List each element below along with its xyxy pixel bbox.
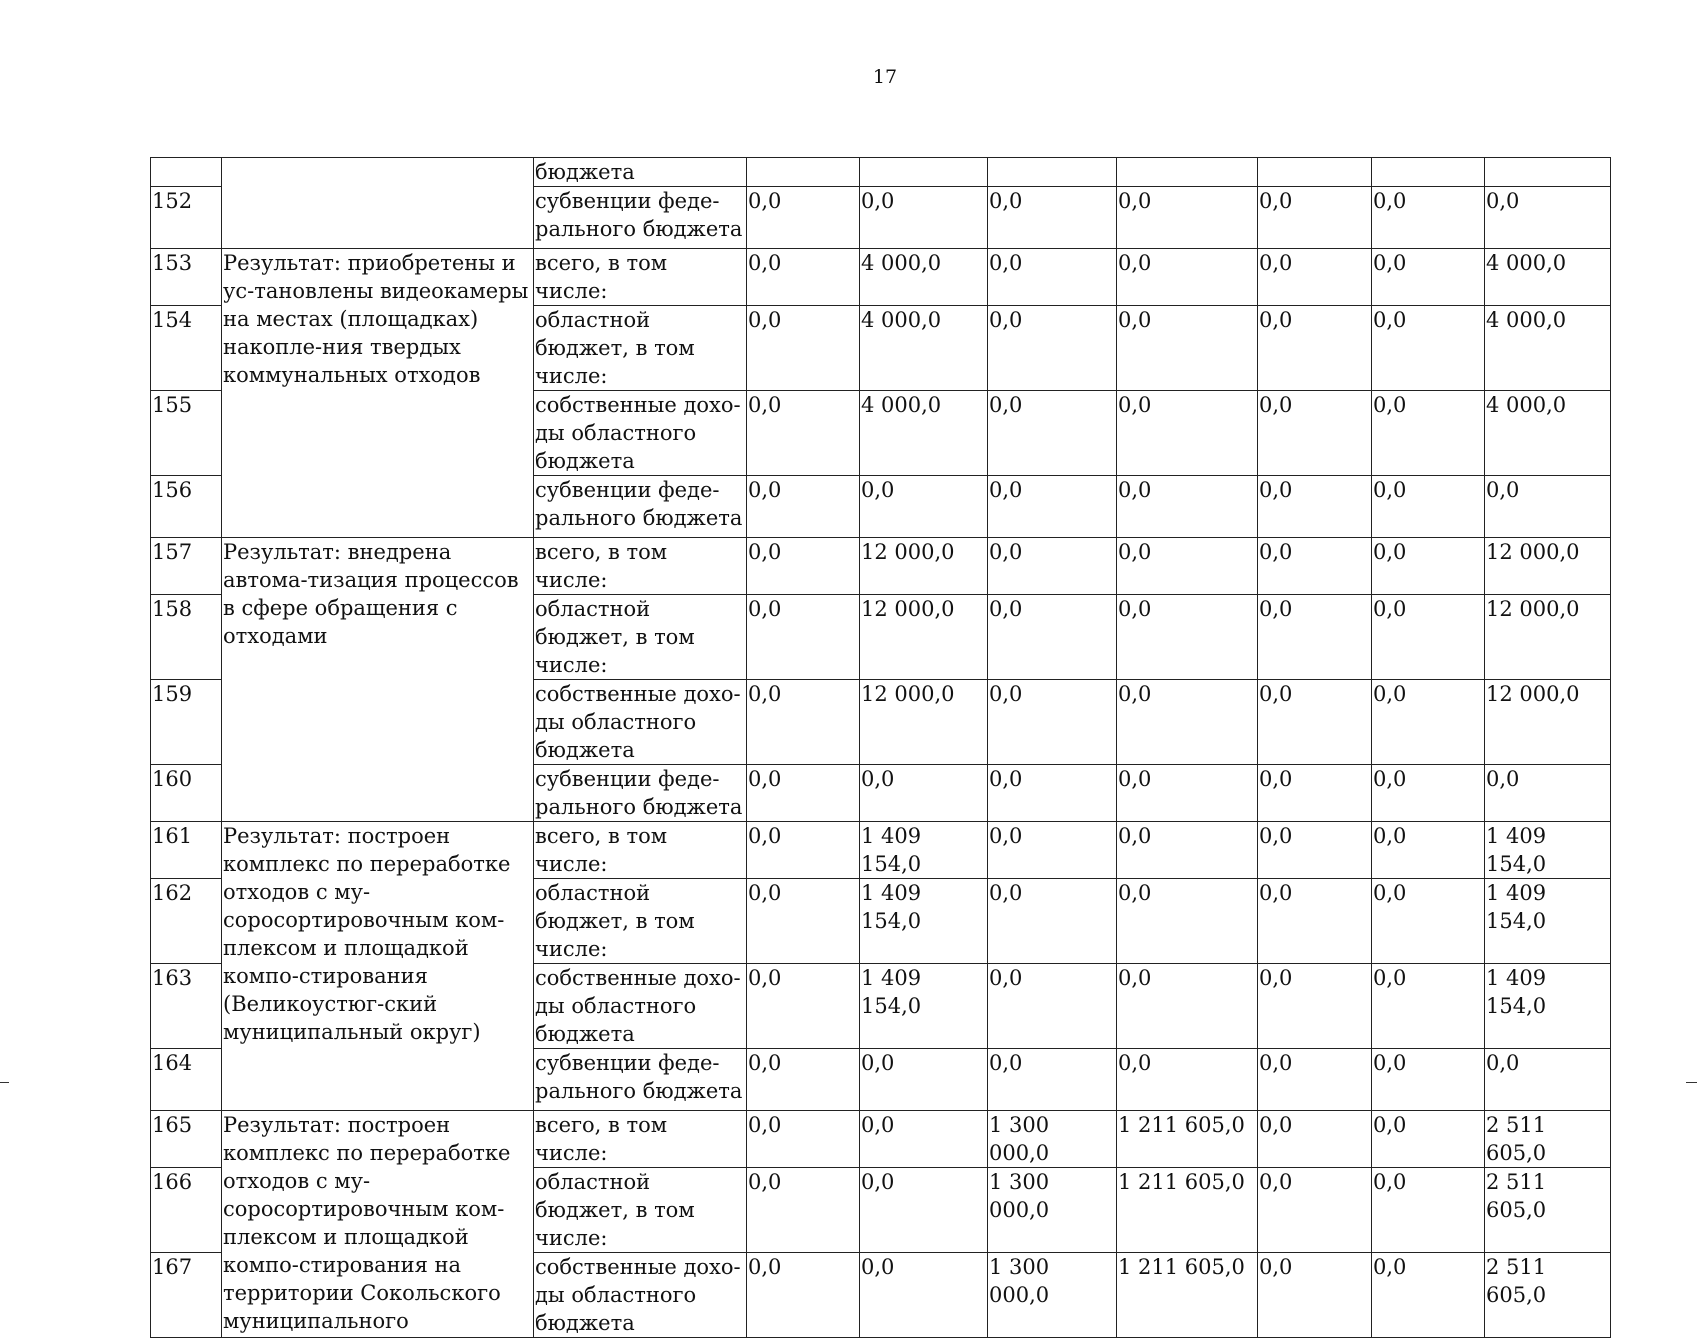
table-row [151, 538, 1611, 595]
year-value-cell: 0,0 [747, 595, 860, 680]
year-value-cell: 0,0 [1258, 1049, 1372, 1111]
year-value-cell: 12 000,0 [860, 538, 988, 595]
year-value-cell: 1 409 154,0 [860, 879, 988, 964]
row-number-cell: 159 [151, 680, 222, 765]
year-value-cell: 0,0 [1372, 391, 1485, 476]
funding-source-cell: областной бюджет, в том числе: [534, 306, 747, 391]
page-number: 17 [872, 66, 898, 88]
year-value-cell: 1 409 154,0 [860, 964, 988, 1049]
table-row [151, 158, 1611, 187]
row-number-cell: 162 [151, 879, 222, 964]
total-value-cell: 0,0 [1485, 1049, 1611, 1111]
year-value-cell: 0,0 [1117, 1049, 1258, 1111]
year-value-cell: 0,0 [747, 964, 860, 1049]
year-value-cell: 0,0 [988, 964, 1117, 1049]
year-value-cell: 0,0 [1117, 391, 1258, 476]
year-value-cell: 0,0 [1372, 538, 1485, 595]
year-value-cell: 0,0 [747, 680, 860, 765]
total-value-cell: 2 511 605,0 [1485, 1111, 1611, 1168]
total-value-cell: 1 409 154,0 [1485, 822, 1611, 879]
year-value-cell: 0,0 [747, 391, 860, 476]
row-number-cell: 152 [151, 187, 222, 249]
year-value-cell: 0,0 [1117, 538, 1258, 595]
year-value-cell: 0,0 [1372, 1253, 1485, 1338]
year-value-cell: 0,0 [1117, 964, 1258, 1049]
funding-source-cell: субвенции феде-рального бюджета [534, 187, 747, 249]
year-value-cell: 4 000,0 [860, 391, 988, 476]
year-value-cell: 0,0 [988, 680, 1117, 765]
year-value-cell: 0,0 [747, 765, 860, 822]
year-value-cell: 0,0 [747, 822, 860, 879]
funding-source-cell: собственные дохо-ды областного бюджета [534, 680, 747, 765]
year-value-cell: 4 000,0 [860, 249, 988, 306]
funding-source-cell: областной бюджет, в том числе: [534, 879, 747, 964]
year-value-cell: 0,0 [988, 595, 1117, 680]
row-number-cell: 156 [151, 476, 222, 538]
total-value-cell: 0,0 [1485, 765, 1611, 822]
budget-table-container [150, 157, 1610, 1338]
year-value-cell: 0,0 [1258, 1111, 1372, 1168]
year-value-cell: 0,0 [860, 1253, 988, 1338]
total-value-cell: 1 409 154,0 [1485, 879, 1611, 964]
total-value-cell: 0,0 [1485, 187, 1611, 249]
year-value-cell: 0,0 [860, 1049, 988, 1111]
row-number-cell: 160 [151, 765, 222, 822]
year-value-cell: 0,0 [1372, 306, 1485, 391]
row-number-cell: 158 [151, 595, 222, 680]
year-value-cell: 0,0 [1258, 476, 1372, 538]
year-value-cell: 12 000,0 [860, 595, 988, 680]
total-value-cell: 2 511 605,0 [1485, 1253, 1611, 1338]
year-value-cell: 0,0 [1372, 765, 1485, 822]
total-value-cell: 12 000,0 [1485, 595, 1611, 680]
year-value-cell [988, 158, 1117, 187]
year-value-cell: 1 211 605,0 [1117, 1253, 1258, 1338]
year-value-cell: 0,0 [860, 1111, 988, 1168]
result-description-cell: Результат: построен комплекс по переработке отходов с му-соросортировочным ком-плексом и площадкой компо-стирования на территории Сокольского муниципального [222, 1111, 534, 1338]
row-number-cell: 166 [151, 1168, 222, 1253]
year-value-cell: 0,0 [1258, 822, 1372, 879]
funding-source-cell: собственные дохо-ды областного бюджета [534, 964, 747, 1049]
funding-source-cell: собственные дохо-ды областного бюджета [534, 1253, 747, 1338]
year-value-cell: 0,0 [747, 187, 860, 249]
year-value-cell: 0,0 [1258, 1253, 1372, 1338]
funding-source-cell: бюджета [534, 158, 747, 187]
table-body [151, 158, 1611, 1338]
year-value-cell: 0,0 [860, 187, 988, 249]
total-value-cell: 4 000,0 [1485, 391, 1611, 476]
year-value-cell [1372, 158, 1485, 187]
year-value-cell: 0,0 [988, 187, 1117, 249]
year-value-cell: 0,0 [747, 538, 860, 595]
year-value-cell: 0,0 [988, 822, 1117, 879]
year-value-cell: 0,0 [1117, 306, 1258, 391]
year-value-cell: 0,0 [747, 476, 860, 538]
total-value-cell: 4 000,0 [1485, 249, 1611, 306]
year-value-cell: 0,0 [1372, 879, 1485, 964]
year-value-cell: 0,0 [1372, 1168, 1485, 1253]
year-value-cell: 0,0 [988, 249, 1117, 306]
funding-source-cell: всего, в том числе: [534, 822, 747, 879]
year-value-cell: 0,0 [1372, 1111, 1485, 1168]
year-value-cell: 0,0 [988, 391, 1117, 476]
total-value-cell: 1 409 154,0 [1485, 964, 1611, 1049]
year-value-cell: 0,0 [747, 306, 860, 391]
funding-source-cell: областной бюджет, в том числе: [534, 595, 747, 680]
row-number-cell: 157 [151, 538, 222, 595]
row-number-cell [151, 158, 222, 187]
total-value-cell: 4 000,0 [1485, 306, 1611, 391]
row-number-cell: 164 [151, 1049, 222, 1111]
year-value-cell: 0,0 [1258, 306, 1372, 391]
funding-source-cell: собственные дохо-ды областного бюджета [534, 391, 747, 476]
year-value-cell: 0,0 [1258, 1168, 1372, 1253]
year-value-cell: 0,0 [1117, 187, 1258, 249]
year-value-cell: 0,0 [1117, 595, 1258, 680]
year-value-cell: 0,0 [1372, 1049, 1485, 1111]
year-value-cell: 0,0 [988, 476, 1117, 538]
result-description-cell [222, 158, 534, 249]
year-value-cell: 0,0 [1372, 680, 1485, 765]
year-value-cell: 0,0 [747, 249, 860, 306]
table-row [151, 822, 1611, 879]
year-value-cell: 0,0 [1372, 595, 1485, 680]
year-value-cell: 0,0 [860, 1168, 988, 1253]
funding-source-cell: субвенции феде-рального бюджета [534, 476, 747, 538]
result-description-cell: Результат: внедрена автома-тизация процессов в сфере обращения с отходами [222, 538, 534, 822]
row-number-cell: 153 [151, 249, 222, 306]
table-row [151, 249, 1611, 306]
row-number-cell: 155 [151, 391, 222, 476]
year-value-cell: 0,0 [988, 765, 1117, 822]
total-value-cell: 0,0 [1485, 476, 1611, 538]
year-value-cell: 0,0 [1372, 964, 1485, 1049]
year-value-cell: 0,0 [1258, 680, 1372, 765]
year-value-cell: 0,0 [747, 879, 860, 964]
year-value-cell: 0,0 [860, 765, 988, 822]
year-value-cell: 0,0 [1117, 765, 1258, 822]
funding-source-cell: субвенции феде-рального бюджета [534, 765, 747, 822]
year-value-cell: 1 211 605,0 [1117, 1111, 1258, 1168]
year-value-cell: 0,0 [1372, 822, 1485, 879]
year-value-cell: 0,0 [1117, 249, 1258, 306]
year-value-cell: 12 000,0 [860, 680, 988, 765]
funding-source-cell: областной бюджет, в том числе: [534, 1168, 747, 1253]
year-value-cell: 1 211 605,0 [1117, 1168, 1258, 1253]
right-edge-mark [1686, 1082, 1697, 1083]
funding-source-cell: всего, в том числе: [534, 249, 747, 306]
year-value-cell: 1 300 000,0 [988, 1253, 1117, 1338]
row-number-cell: 167 [151, 1253, 222, 1338]
year-value-cell: 0,0 [747, 1168, 860, 1253]
total-value-cell: 2 511 605,0 [1485, 1168, 1611, 1253]
result-description-cell: Результат: построен комплекс по переработке отходов с му-соросортировочным ком-плексом и площадкой компо-стирования (Великоустюг-ский муниципальный округ) [222, 822, 534, 1111]
year-value-cell [860, 158, 988, 187]
row-number-cell: 161 [151, 822, 222, 879]
year-value-cell: 0,0 [1117, 476, 1258, 538]
year-value-cell: 0,0 [1258, 964, 1372, 1049]
year-value-cell: 0,0 [1117, 822, 1258, 879]
year-value-cell: 4 000,0 [860, 306, 988, 391]
year-value-cell: 0,0 [1117, 879, 1258, 964]
left-edge-mark [0, 1082, 9, 1083]
year-value-cell: 1 300 000,0 [988, 1111, 1117, 1168]
year-value-cell: 0,0 [988, 306, 1117, 391]
total-value-cell: 12 000,0 [1485, 680, 1611, 765]
year-value-cell: 0,0 [1258, 187, 1372, 249]
funding-source-cell: субвенции феде-рального бюджета [534, 1049, 747, 1111]
year-value-cell: 0,0 [988, 879, 1117, 964]
year-value-cell: 0,0 [747, 1111, 860, 1168]
result-description-cell: Результат: приобретены и ус-тановлены видеокамеры на местах (площадках) накопле-ния твердых коммунальных отходов [222, 249, 534, 538]
year-value-cell: 0,0 [1258, 879, 1372, 964]
year-value-cell: 1 409 154,0 [860, 822, 988, 879]
year-value-cell: 0,0 [747, 1049, 860, 1111]
year-value-cell: 0,0 [1258, 595, 1372, 680]
year-value-cell: 0,0 [1117, 680, 1258, 765]
row-number-cell: 154 [151, 306, 222, 391]
year-value-cell: 0,0 [1258, 538, 1372, 595]
year-value-cell: 0,0 [988, 538, 1117, 595]
funding-source-cell: всего, в том числе: [534, 538, 747, 595]
row-number-cell: 163 [151, 964, 222, 1049]
year-value-cell [1117, 158, 1258, 187]
year-value-cell [747, 158, 860, 187]
year-value-cell: 0,0 [988, 1049, 1117, 1111]
year-value-cell: 0,0 [1258, 249, 1372, 306]
year-value-cell: 0,0 [860, 476, 988, 538]
year-value-cell: 0,0 [747, 1253, 860, 1338]
year-value-cell: 0,0 [1258, 391, 1372, 476]
year-value-cell: 0,0 [1372, 187, 1485, 249]
year-value-cell: 0,0 [1372, 249, 1485, 306]
table-row [151, 1111, 1611, 1168]
year-value-cell: 0,0 [1258, 765, 1372, 822]
total-value-cell [1485, 158, 1611, 187]
year-value-cell: 1 300 000,0 [988, 1168, 1117, 1253]
year-value-cell [1258, 158, 1372, 187]
total-value-cell: 12 000,0 [1485, 538, 1611, 595]
budget-table [150, 157, 1611, 1338]
year-value-cell: 0,0 [1372, 476, 1485, 538]
funding-source-cell: всего, в том числе: [534, 1111, 747, 1168]
row-number-cell: 165 [151, 1111, 222, 1168]
